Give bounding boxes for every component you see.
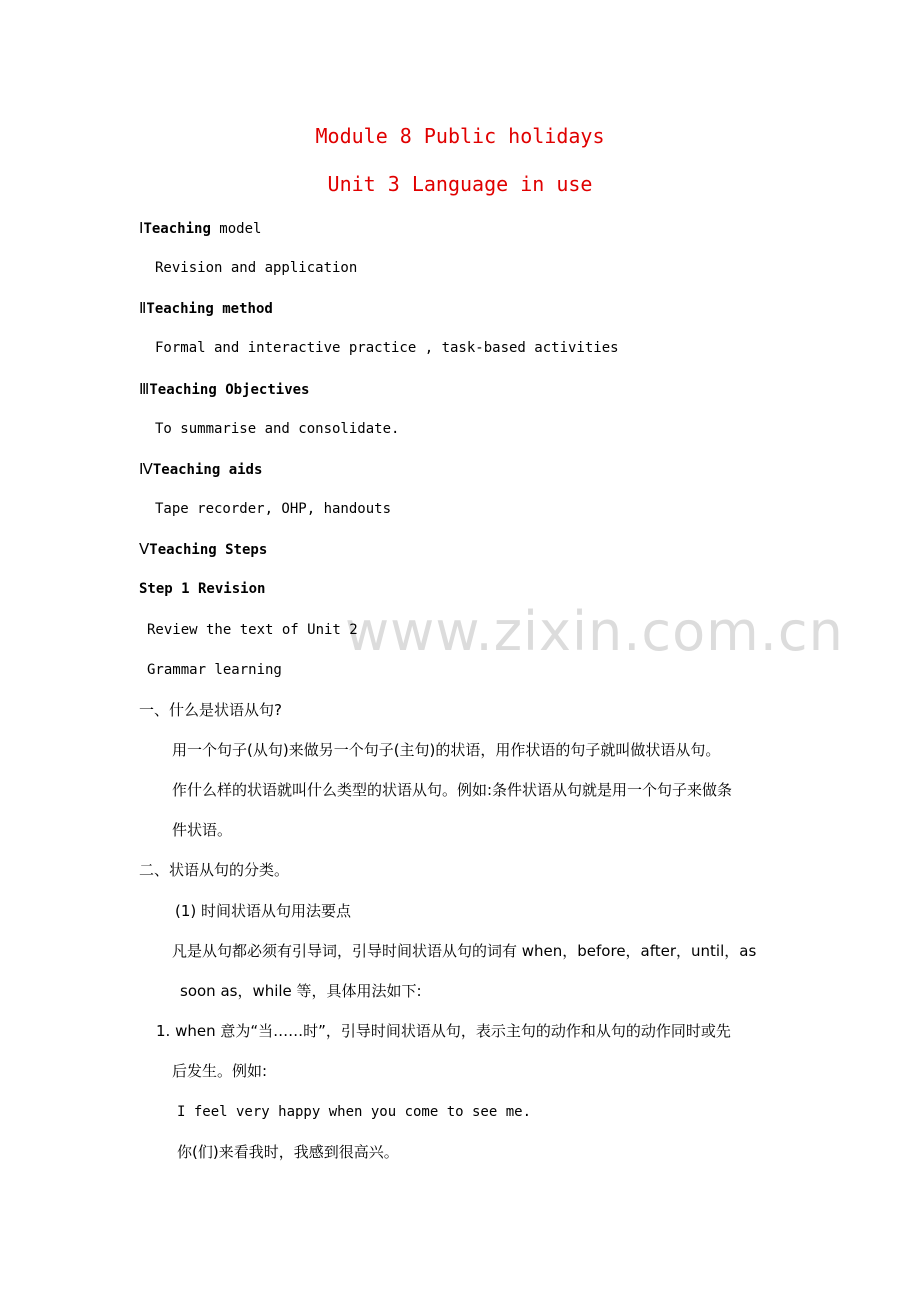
roman-numeral: Ⅳ (139, 460, 153, 478)
paragraph-line: 作什么样的状语就叫什么类型的状语从句。例如:条件状语从句就是用一个句子来做条 (172, 781, 733, 799)
paragraph-line: 用一个句子(从句)来做另一个句子(主句)的状语，用作状语的句子就叫做状语从句。 (172, 741, 721, 759)
heading-rest-text: model (210, 221, 262, 237)
paragraph-line: 件状语。 (172, 821, 233, 839)
paragraph-line: soon as，while 等，具体用法如下: (180, 982, 422, 1000)
section-heading-teaching-method (139, 298, 273, 319)
document-subtitle: Unit 3 Language in use (327, 172, 593, 196)
section-heading-teaching-objectives (139, 379, 310, 400)
heading-bold-text: Teaching method (146, 301, 273, 317)
heading-bold-text: Teaching aids (152, 462, 263, 478)
step-grammar-line: Grammar learning (147, 662, 282, 678)
section-heading-teaching-steps (139, 539, 267, 560)
heading-bold-text: Teaching (143, 221, 211, 237)
example-chinese: 你(们)来看我时，我感到很高兴。 (177, 1143, 399, 1161)
step-heading: Step 1 Revision (139, 581, 266, 597)
section-body-teaching-aids: Tape recorder, OHP, handouts (155, 501, 392, 517)
section-heading-teaching-model (139, 218, 261, 239)
roman-numeral: Ⅱ (139, 299, 147, 317)
heading-bold-text: Teaching Steps (149, 542, 268, 558)
section-body-teaching-method: Formal and interactive practice , task-based activities (155, 340, 619, 356)
question-heading-2: 二、状语从句的分类。 (139, 861, 290, 879)
section-body-teaching-objectives: To summarise and consolidate. (155, 421, 400, 437)
roman-numeral: Ⅰ (139, 219, 144, 237)
question-heading-1: 一、什么是状语从句? (139, 701, 282, 719)
watermark: www.zixin.com.cn (345, 600, 844, 663)
document-title: Module 8 Public holidays (315, 124, 605, 148)
section-body-teaching-model: Revision and application (155, 260, 358, 276)
paragraph-line: 凡是从句都必须有引导词，引导时间状语从句的词有 when，before，after，until，as (172, 942, 757, 960)
list-item-line: 后发生。例如: (172, 1062, 268, 1080)
heading-bold-text: Teaching Objectives (149, 382, 310, 398)
step-review-line: Review the text of Unit 2 (147, 622, 358, 638)
example-english: I feel very happy when you come to see me. (177, 1104, 532, 1120)
roman-numeral: Ⅲ (139, 380, 150, 398)
section-heading-teaching-aids (139, 459, 262, 480)
subsection-heading: (1) 时间状语从句用法要点 (175, 902, 352, 920)
roman-numeral: Ⅴ (139, 540, 150, 558)
list-item-line: 1. when 意为“当……时”，引导时间状语从句，表示主句的动作和从句的动作同时或先 (156, 1022, 731, 1040)
